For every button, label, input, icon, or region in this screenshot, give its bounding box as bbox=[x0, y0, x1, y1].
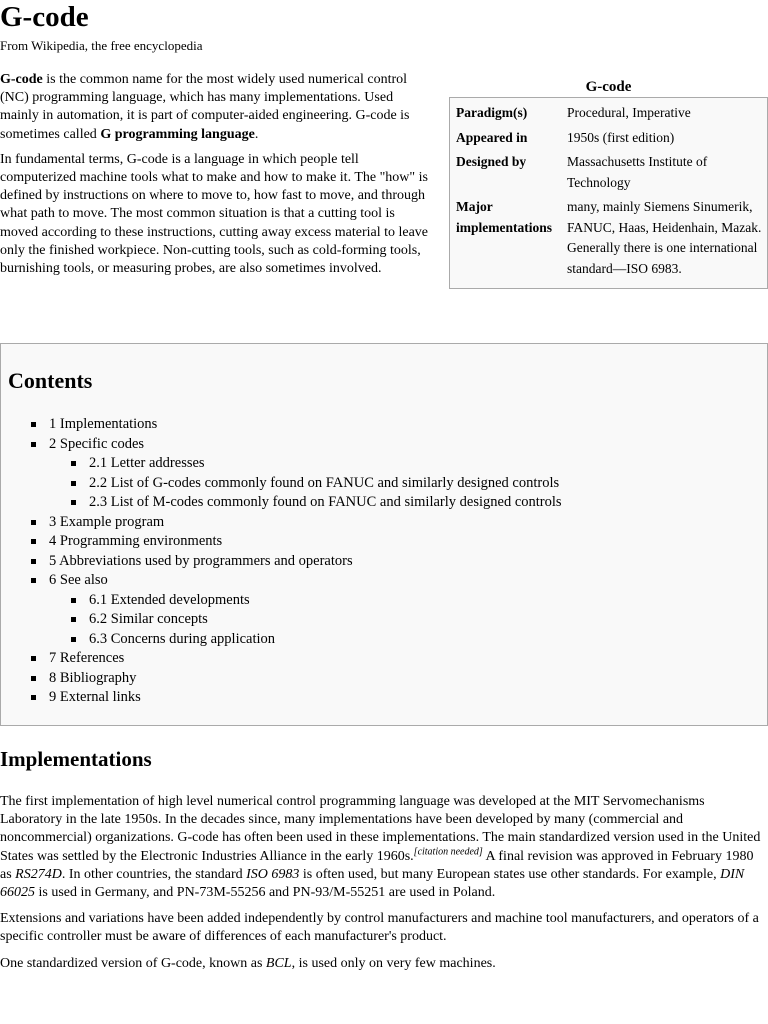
infobox-value[interactable]: many, mainly Siemens Sinumerik, FANUC, Haas, Heidenhain, Mazak. Generally there is one international standard—ISO 6983. bbox=[567, 199, 762, 276]
toc-subitem[interactable] bbox=[29, 591, 562, 611]
section-heading-implementations: Implementations bbox=[0, 747, 152, 771]
toc-link[interactable]: 2 Specific codes bbox=[49, 435, 145, 452]
toc-link[interactable]: 2.3 List of M-codes commonly found on FANUC and similarly designed controls bbox=[89, 494, 562, 510]
toc-link[interactable]: 2.1 Letter addresses bbox=[89, 455, 205, 471]
infobox-value[interactable]: Massachusetts Institute of Technology bbox=[567, 154, 708, 190]
standard-rs274d[interactable]: RS274D bbox=[15, 866, 62, 882]
toc-item[interactable] bbox=[29, 649, 562, 669]
implementations-paragraph-3 bbox=[0, 955, 768, 973]
toc-link[interactable]: 3 Example program bbox=[49, 513, 165, 530]
toc-subitem[interactable] bbox=[29, 493, 562, 513]
toc-link[interactable]: 8 Bibliography bbox=[49, 669, 137, 686]
toc-subitem[interactable] bbox=[29, 630, 562, 650]
intro-paragraph-1 bbox=[0, 71, 432, 144]
intro-text-a: is the common name for the most widely used numerical control (NC) programming language, which has many implementations. Used mainly in automation, it is part of computer-aided engineering. G-code is sometimes called bbox=[0, 72, 410, 142]
bcl-term: BCL bbox=[265, 955, 292, 971]
intro-term: G-code bbox=[0, 72, 43, 87]
toc-item[interactable] bbox=[29, 532, 562, 552]
page-tagline: From Wikipedia, the free encyclopedia bbox=[0, 38, 203, 53]
infobox-row-paradigm bbox=[450, 102, 767, 127]
intro-paragraph-2: In fundamental terms, G-code is a language in which people tell computerized machine tools what to make and how to make it. The "how" is defined by instructions on where to move to, how fast to move, and through what path to move. The most common situation is that a cutting tool is moved according to these instructions, cutting away excess material to leave only the finished workpiece. Non-cutting tools, such as cold-forming tools, burnishing tools, or measuring probes, are also sometimes involved. bbox=[0, 151, 429, 277]
infobox-value[interactable]: 1950s (first edition) bbox=[567, 129, 675, 145]
toc-subitem[interactable] bbox=[29, 454, 562, 474]
infobox-label: Appeared in bbox=[456, 129, 528, 145]
citation-text[interactable]: [citation needed] bbox=[413, 845, 483, 857]
page-title: G-code bbox=[0, 1, 89, 33]
infobox bbox=[449, 77, 768, 289]
implementations-paragraph-2: Extensions and variations have been added independently by control manufacturers and machine tool manufacturers, and operators of a specific controller must be aware of differences of each manufacturer's product. bbox=[0, 911, 759, 945]
infobox-label: Designed by bbox=[456, 154, 527, 169]
toc-subitem[interactable] bbox=[29, 474, 562, 494]
toc-item[interactable] bbox=[29, 552, 562, 572]
standard-din66025[interactable]: DIN 66025 bbox=[0, 866, 745, 901]
toc-link[interactable]: 6.2 Similar concepts bbox=[89, 611, 208, 627]
infobox-row-designer bbox=[450, 151, 767, 196]
toc-subitem[interactable] bbox=[29, 610, 562, 630]
impl-text: , is used only on very few machines. bbox=[291, 955, 496, 971]
toc-item[interactable] bbox=[29, 513, 562, 533]
toc-link[interactable]: 6.3 Concerns during application bbox=[89, 630, 276, 647]
impl-text: One standardized version of G-code, known as bbox=[0, 955, 266, 971]
infobox-label: Major implementations bbox=[456, 199, 552, 235]
infobox-label: Paradigm(s) bbox=[456, 105, 528, 120]
toc-title: Contents bbox=[8, 368, 93, 393]
infobox-value[interactable]: Procedural, Imperative bbox=[567, 105, 691, 120]
impl-text: The first implementation of high level numerical control programming language was developed at the MIT Servomechanisms Laboratory in the late 1950s. In the decades since, many implementations have been developed by many (commercial and noncommercial) organizations. G-code has often been used in these implementations. The main standardized version used in the United States was settled by the Electronic Industries Alliance in the early 1960s. bbox=[0, 794, 761, 864]
toc-link[interactable]: 6 See also bbox=[49, 572, 108, 588]
toc-item[interactable] bbox=[29, 688, 562, 708]
intro-section bbox=[0, 71, 432, 285]
table-of-contents bbox=[0, 343, 768, 726]
toc-link[interactable]: 4 Programming environments bbox=[49, 533, 223, 549]
intro-alt-name: G programming language bbox=[100, 126, 255, 142]
toc-item[interactable] bbox=[29, 435, 562, 455]
intro-text-b: . bbox=[254, 126, 259, 142]
infobox-row-implementations bbox=[450, 196, 767, 282]
standard-iso6983[interactable]: ISO 6983 bbox=[246, 866, 300, 882]
impl-text: is often used, but many European states use other standards. For example, bbox=[299, 866, 721, 882]
impl-text: . In other countries, the standard bbox=[61, 866, 247, 882]
toc-link[interactable]: 1 Implementations bbox=[49, 416, 158, 432]
impl-text: is used in Germany, and PN-73M-55256 and PN-93/M-55251 are used in Poland. bbox=[35, 885, 496, 901]
infobox-row-appeared bbox=[450, 127, 767, 152]
citation-needed-link[interactable] bbox=[414, 846, 483, 857]
toc-link[interactable]: 5 Abbreviations used by programmers and operators bbox=[49, 552, 353, 569]
infobox-caption: G-code bbox=[585, 79, 632, 95]
toc-link[interactable]: 2.2 List of G-codes commonly found on FANUC and similarly designed controls bbox=[89, 474, 560, 491]
toc-link[interactable]: 6.1 Extended developments bbox=[89, 591, 250, 608]
toc-link[interactable]: 9 External links bbox=[49, 689, 141, 705]
toc-link[interactable]: 7 References bbox=[49, 650, 125, 666]
toc-item[interactable] bbox=[29, 415, 562, 435]
toc-list bbox=[29, 415, 562, 708]
implementations-paragraph-1 bbox=[0, 793, 768, 902]
impl-text: A final revision was approved in February 1980 as bbox=[0, 848, 754, 882]
toc-item[interactable] bbox=[29, 669, 562, 689]
implementations-body bbox=[0, 793, 768, 981]
toc-item[interactable] bbox=[29, 571, 562, 591]
infobox-table bbox=[449, 97, 768, 289]
